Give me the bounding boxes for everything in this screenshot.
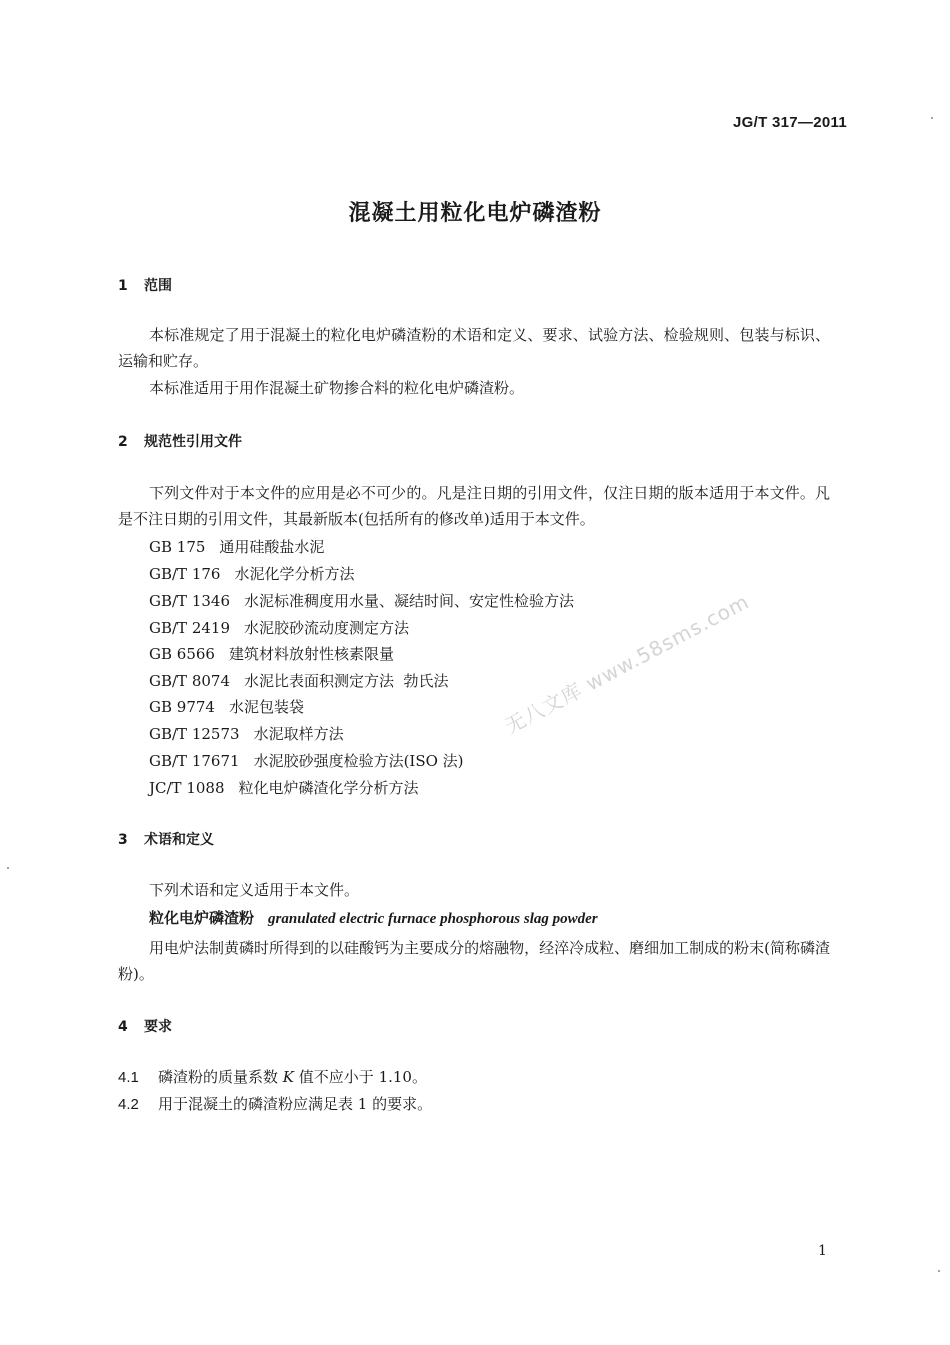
reference-title: 粒化电炉磷渣化学分析方法 xyxy=(238,779,419,797)
reference-item xyxy=(149,750,464,771)
reference-title: 水泥胶砂强度检验方法(ISO 法) xyxy=(253,752,464,770)
term-chinese: 粒化电炉磷渣粉 xyxy=(149,909,255,927)
term-entry xyxy=(149,907,598,928)
reference-code: GB/T 8074 xyxy=(149,672,231,690)
section-1-heading xyxy=(118,275,172,295)
section-2-heading xyxy=(118,431,242,451)
reference-code: JC/T 1088 xyxy=(149,779,225,797)
reference-title: 水泥比表面积测定方法 勃氏法 xyxy=(244,672,449,690)
clause-text-pre: 磷渣粉的质量系数 xyxy=(158,1068,279,1086)
reference-code: GB/T 2419 xyxy=(149,619,231,637)
scope-paragraph-1: 本标准规定了用于混凝土的粒化电炉磷渣粉的术语和定义、要求、试验方法、检验规则、包装与标识、运输和贮存。 xyxy=(118,326,830,370)
clause-number: 4.2 xyxy=(118,1096,139,1113)
reference-code: GB 9774 xyxy=(149,698,215,716)
reference-item xyxy=(149,723,344,744)
document-title: 混凝土用粒化电炉磷渣粉 xyxy=(348,201,602,226)
clause-text: 用于混凝土的磷渣粉应满足表 1 的要求。 xyxy=(158,1095,433,1113)
scan-speck xyxy=(931,117,933,119)
reference-item xyxy=(149,590,574,611)
section-title: 要求 xyxy=(144,1019,172,1035)
reference-item xyxy=(149,617,409,638)
reference-item xyxy=(149,536,324,557)
section-title: 术语和定义 xyxy=(144,832,214,848)
clause-variable: K xyxy=(282,1068,295,1086)
section-number: 3 xyxy=(118,832,128,848)
scan-speck xyxy=(938,1270,940,1272)
clause-4-1 xyxy=(118,1066,427,1087)
reference-item xyxy=(149,696,304,717)
reference-title: 建筑材料放射性核素限量 xyxy=(228,645,394,663)
watermark: 无八文库 www.58sms.com xyxy=(501,589,754,739)
clause-4-2 xyxy=(118,1093,432,1114)
term-english: granulated electric furnace phosphorous slag powder xyxy=(268,911,598,927)
normative-references-intro: 下列文件对于本文件的应用是必不可少的。凡是注日期的引用文件，仅注日期的版本适用于本文件。凡是不注日期的引用文件，其最新版本(包括所有的修改单)适用于本文件。 xyxy=(118,484,830,528)
reference-title: 水泥胶砂流动度测定方法 xyxy=(244,619,410,637)
reference-code: GB/T 17671 xyxy=(149,752,240,770)
scan-speck xyxy=(7,867,9,869)
section-number: 2 xyxy=(118,434,128,450)
section-number: 1 xyxy=(118,278,128,294)
reference-item xyxy=(149,777,419,798)
clause-text-post: 值不应小于 1.10。 xyxy=(298,1068,427,1086)
term-definition: 用电炉法制黄磷时所得到的以硅酸钙为主要成分的熔融物，经淬冷成粒、磨细加工制成的粉末(简称磷渣粉)。 xyxy=(118,939,830,983)
reference-title: 水泥标准稠度用水量、凝结时间、安定性检验方法 xyxy=(244,592,575,610)
section-3-heading xyxy=(118,829,214,849)
reference-code: GB 175 xyxy=(149,538,206,556)
standard-code: JG/T 317—2011 xyxy=(733,114,847,131)
reference-item xyxy=(149,563,354,584)
section-number: 4 xyxy=(118,1019,128,1035)
reference-title: 通用硅酸盐水泥 xyxy=(219,538,325,556)
reference-code: GB/T 12573 xyxy=(149,725,240,743)
page-number: 1 xyxy=(818,1243,827,1259)
reference-code: GB 6566 xyxy=(149,645,215,663)
reference-title: 水泥取样方法 xyxy=(253,725,344,743)
section-4-heading xyxy=(118,1016,172,1036)
section-title: 范围 xyxy=(144,278,172,294)
reference-item xyxy=(149,643,394,664)
reference-code: GB/T 1346 xyxy=(149,592,231,610)
terms-intro: 下列术语和定义适用于本文件。 xyxy=(149,881,360,899)
reference-code: GB/T 176 xyxy=(149,565,221,583)
scope-paragraph-2: 本标准适用于用作混凝土矿物掺合料的粒化电炉磷渣粉。 xyxy=(149,379,525,397)
reference-title: 水泥化学分析方法 xyxy=(234,565,355,583)
section-title: 规范性引用文件 xyxy=(144,434,242,450)
clause-number: 4.1 xyxy=(118,1069,139,1086)
reference-item xyxy=(149,670,449,691)
reference-title: 水泥包装袋 xyxy=(228,698,304,716)
